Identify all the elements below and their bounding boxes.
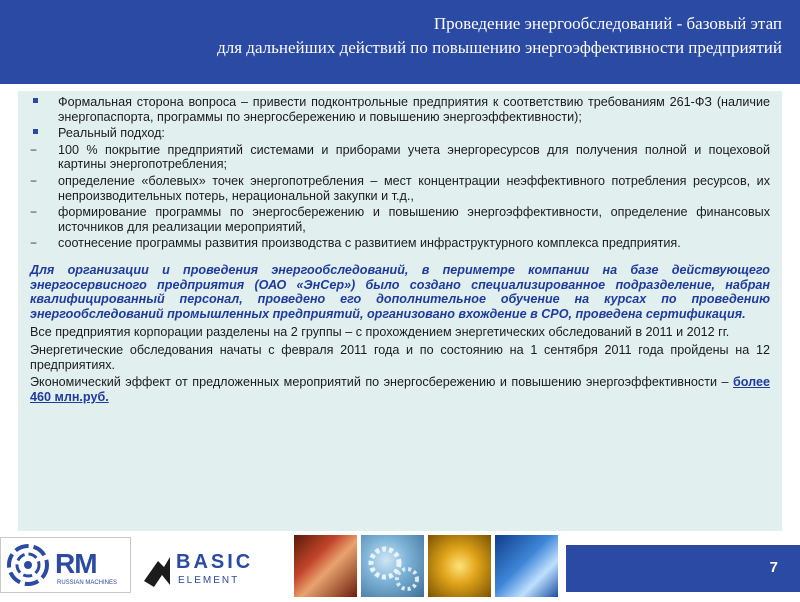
bullet-text: Реальный подход: xyxy=(58,126,165,141)
title-line-1: Проведение энергообследований - базовый этап xyxy=(433,14,782,33)
title-line-2: для дальнейших действий по повышению энергоэффективности предприятий xyxy=(217,38,782,57)
page-number-bar xyxy=(566,545,800,592)
golden-gears-photo xyxy=(428,535,491,597)
dash-text: соотнесение программы развития производства с развитием инфраструктурного комплекса предприятия. xyxy=(58,236,681,251)
economic-effect-value: более 460 млн.руб. xyxy=(30,375,770,404)
dash-item xyxy=(30,205,770,234)
gear-icon xyxy=(361,535,424,597)
dash-text: формирование программы по энергосбережению и повышению энергоэффективности, определение финансовых источников для реализации мероприятий, xyxy=(58,205,770,234)
square-bullet-icon xyxy=(30,126,58,141)
blue-tech-photo xyxy=(495,535,558,597)
slide-footer xyxy=(0,531,800,600)
industrial-photo-1 xyxy=(294,535,357,597)
dash-bullet-icon: − xyxy=(30,236,38,251)
rm-logo-text: RM xyxy=(55,548,97,579)
dash-bullet-icon: − xyxy=(30,142,38,157)
dash-bullet-icon: − xyxy=(30,173,38,188)
basic-element-logo xyxy=(140,549,290,593)
dash-item xyxy=(30,174,770,203)
page-number: 7 xyxy=(769,559,778,576)
groups-paragraph: Все предприятия корпорации разделены на 2 группы – с прохождением энергетических обследований в 2011 и 2012 гг. xyxy=(30,325,730,340)
slide-title xyxy=(22,12,782,60)
audit-start-paragraph: Энергетические обследования начаты с февраля 2011 года и по состоянию на 1 сентября 2011 года пройдены на 12 предприятиях. xyxy=(30,342,770,372)
content-body xyxy=(30,95,770,404)
bullet-text: Формальная сторона вопроса – привести подконтрольные предприятия к соответствию требованиям 261-ФЗ (наличие энергопаспорта, программы по энергосбережению и повышению энергоэффективности); xyxy=(58,95,770,124)
basic-logo-text: BASIC xyxy=(176,551,254,573)
highlight-paragraph: Для организации и проведения энергообследований, в периметре компании на базе действующего энергосервисного предприятия (ОАО «ЭнСер») было создано специализированное подразделение, набран квалифицированный персонал, проведено его дополнительное обучение на курсах по проведению энергообследований промышленных предприятий, организовано вхождение в СРО, проведена сертификация. xyxy=(30,262,770,321)
dash-bullet-icon: − xyxy=(30,205,38,220)
russian-machines-logo xyxy=(0,537,131,593)
rm-logo-subtext: RUSSIAN MACHINES xyxy=(57,580,118,586)
economic-effect-text: Экономический эффект от предложенных мероприятий по энергосбережению и повышению энергоэффективности – xyxy=(30,375,733,390)
dash-item xyxy=(30,143,770,172)
basic-element-mark-icon xyxy=(140,551,174,591)
bullet-item xyxy=(30,126,770,141)
dash-text: определение «болевых» точек энергопотребления – мест концентрации неэффективного потребления ресурсов, их непроизводительных потерь, нерациональной закупки и т.д., xyxy=(58,173,770,203)
dash-item xyxy=(30,236,770,251)
economic-effect-paragraph xyxy=(30,375,770,404)
element-logo-text: ELEMENT xyxy=(178,575,240,586)
dash-text: 100 % покрытие предприятий системами и приборами учета энергоресурсов для получения полной и поцеховой картины энергопотребления; xyxy=(58,142,770,172)
gears-photo xyxy=(361,535,424,597)
slide-header xyxy=(0,0,800,84)
bullet-item xyxy=(30,95,770,124)
square-bullet-icon xyxy=(30,95,58,110)
content-panel xyxy=(18,91,782,531)
